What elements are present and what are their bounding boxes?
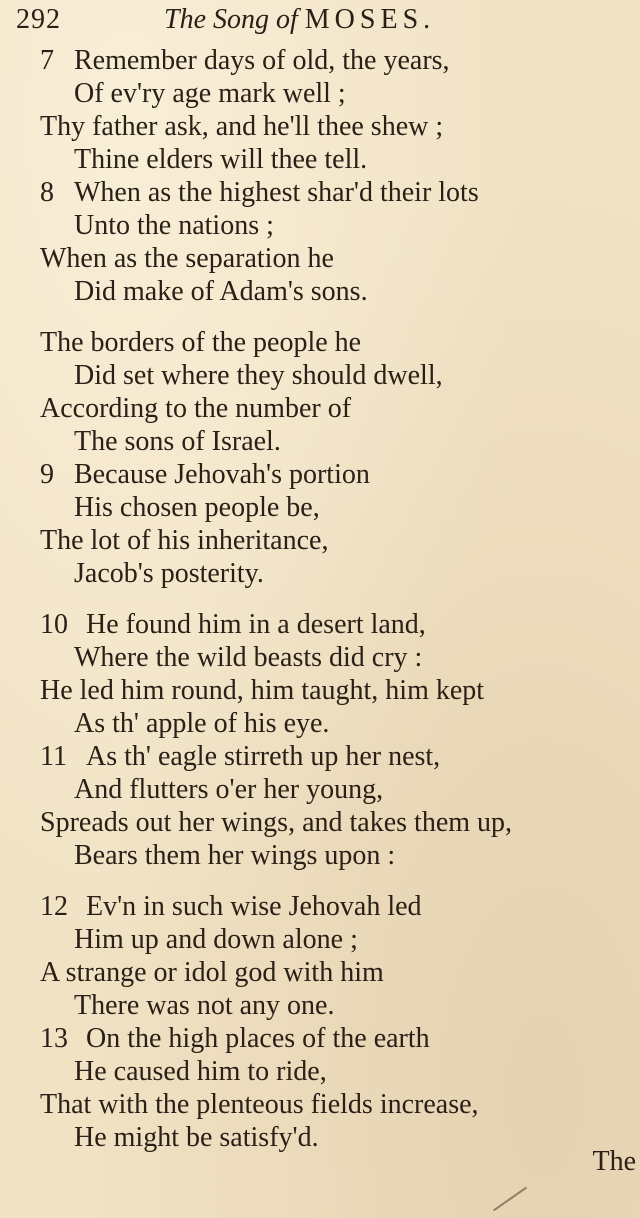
- verse-text: Thine elders will thee tell.: [74, 144, 368, 175]
- verse-text: A strange or idol god with him: [40, 957, 384, 988]
- verse-number: 12: [40, 891, 68, 922]
- verse-line: [0, 143, 640, 176]
- verse-number: 13: [40, 1023, 68, 1054]
- verse-line: [0, 674, 640, 707]
- verse-text: Unto the nations ;: [74, 210, 274, 241]
- verse-text: When as the highest shar'd their lots: [74, 177, 479, 208]
- verse-text: According to the number of: [40, 393, 352, 424]
- verse-line: [0, 923, 640, 956]
- verse-text: Bears them her wings upon :: [74, 840, 396, 871]
- verse-line: [0, 326, 640, 359]
- verse-text: On the high places of the earth: [86, 1023, 430, 1054]
- verse-text: Jacob's posterity.: [74, 558, 264, 589]
- verse-line: [0, 773, 640, 806]
- verse-line: [0, 608, 640, 641]
- page-header: [16, 4, 624, 40]
- verse-number: 11: [40, 741, 67, 772]
- verse-line: [0, 110, 640, 143]
- verse-line: [0, 806, 640, 839]
- verse-line: [0, 425, 640, 458]
- stanza: [0, 890, 640, 1154]
- verse-line: [0, 989, 640, 1022]
- verse-text: He found him in a desert land,: [86, 609, 426, 640]
- verse-line: [0, 176, 640, 209]
- verse-text: When as the separation he: [40, 243, 334, 274]
- verse-line: [0, 1121, 640, 1154]
- verse-line: [0, 77, 640, 110]
- verse-line: [0, 707, 640, 740]
- verse-line: [0, 1088, 640, 1121]
- verse-text: Of ev'ry age mark well ;: [74, 78, 346, 109]
- verse-line: [0, 557, 640, 590]
- verse-text: Ev'n in such wise Jehovah led: [86, 891, 422, 922]
- stanza: [0, 44, 640, 308]
- verse-line: [0, 458, 640, 491]
- verse-text: The sons of Israel.: [74, 426, 281, 457]
- verse-text: Did set where they should dwell,: [74, 360, 443, 391]
- verse-line: [0, 209, 640, 242]
- verse-number: 9: [40, 459, 54, 490]
- verse-text: Because Jehovah's portion: [74, 459, 370, 490]
- verse-text: As th' eagle stirreth up her nest,: [86, 741, 441, 772]
- verse-text: Spreads out her wings, and takes them up,: [40, 807, 513, 838]
- verse-body: [0, 44, 640, 1172]
- verse-line: [0, 491, 640, 524]
- verse-line: [0, 359, 640, 392]
- verse-line: [0, 1055, 640, 1088]
- verse-text: Thy father ask, and he'll thee shew ;: [40, 111, 444, 142]
- verse-text: Did make of Adam's sons.: [74, 276, 368, 307]
- verse-line: [0, 1022, 640, 1055]
- running-head-italic: The Song of: [164, 4, 298, 35]
- stanza: [0, 326, 640, 590]
- verse-line: [0, 275, 640, 308]
- running-head-caps: MOSES.: [304, 4, 436, 35]
- verse-text: As th' apple of his eye.: [74, 708, 330, 739]
- verse-line: [0, 44, 640, 77]
- verse-number: 8: [40, 177, 54, 208]
- verse-line: [0, 839, 640, 872]
- catchword: The: [592, 1146, 636, 1177]
- verse-text: There was not any one.: [74, 990, 335, 1021]
- verse-text: The lot of his inheritance,: [40, 525, 329, 556]
- verse-text: His chosen people be,: [74, 492, 320, 523]
- paper-mark: [493, 1187, 527, 1212]
- verse-line: [0, 641, 640, 674]
- verse-line: [0, 740, 640, 773]
- stanza: [0, 608, 640, 872]
- verse-text: He caused him to ride,: [74, 1056, 327, 1087]
- verse-text: Him up and down alone ;: [74, 924, 358, 955]
- verse-text: Remember days of old, the years,: [74, 45, 450, 76]
- verse-number: 7: [40, 45, 54, 76]
- page-number: 292: [16, 4, 61, 35]
- verse-text: The borders of the people he: [40, 327, 362, 358]
- verse-text: He might be satisfy'd.: [74, 1122, 319, 1153]
- verse-text: Where the wild beasts did cry :: [74, 642, 423, 673]
- verse-text: He led him round, him taught, him kept: [40, 675, 485, 706]
- verse-line: [0, 890, 640, 923]
- verse-line: [0, 524, 640, 557]
- verse-line: [0, 392, 640, 425]
- verse-text: And flutters o'er her young,: [74, 774, 384, 805]
- verse-text: That with the plenteous fields increase,: [40, 1089, 479, 1120]
- verse-line: [0, 956, 640, 989]
- verse-line: [0, 242, 640, 275]
- running-head: [164, 4, 435, 36]
- verse-number: 10: [40, 609, 68, 640]
